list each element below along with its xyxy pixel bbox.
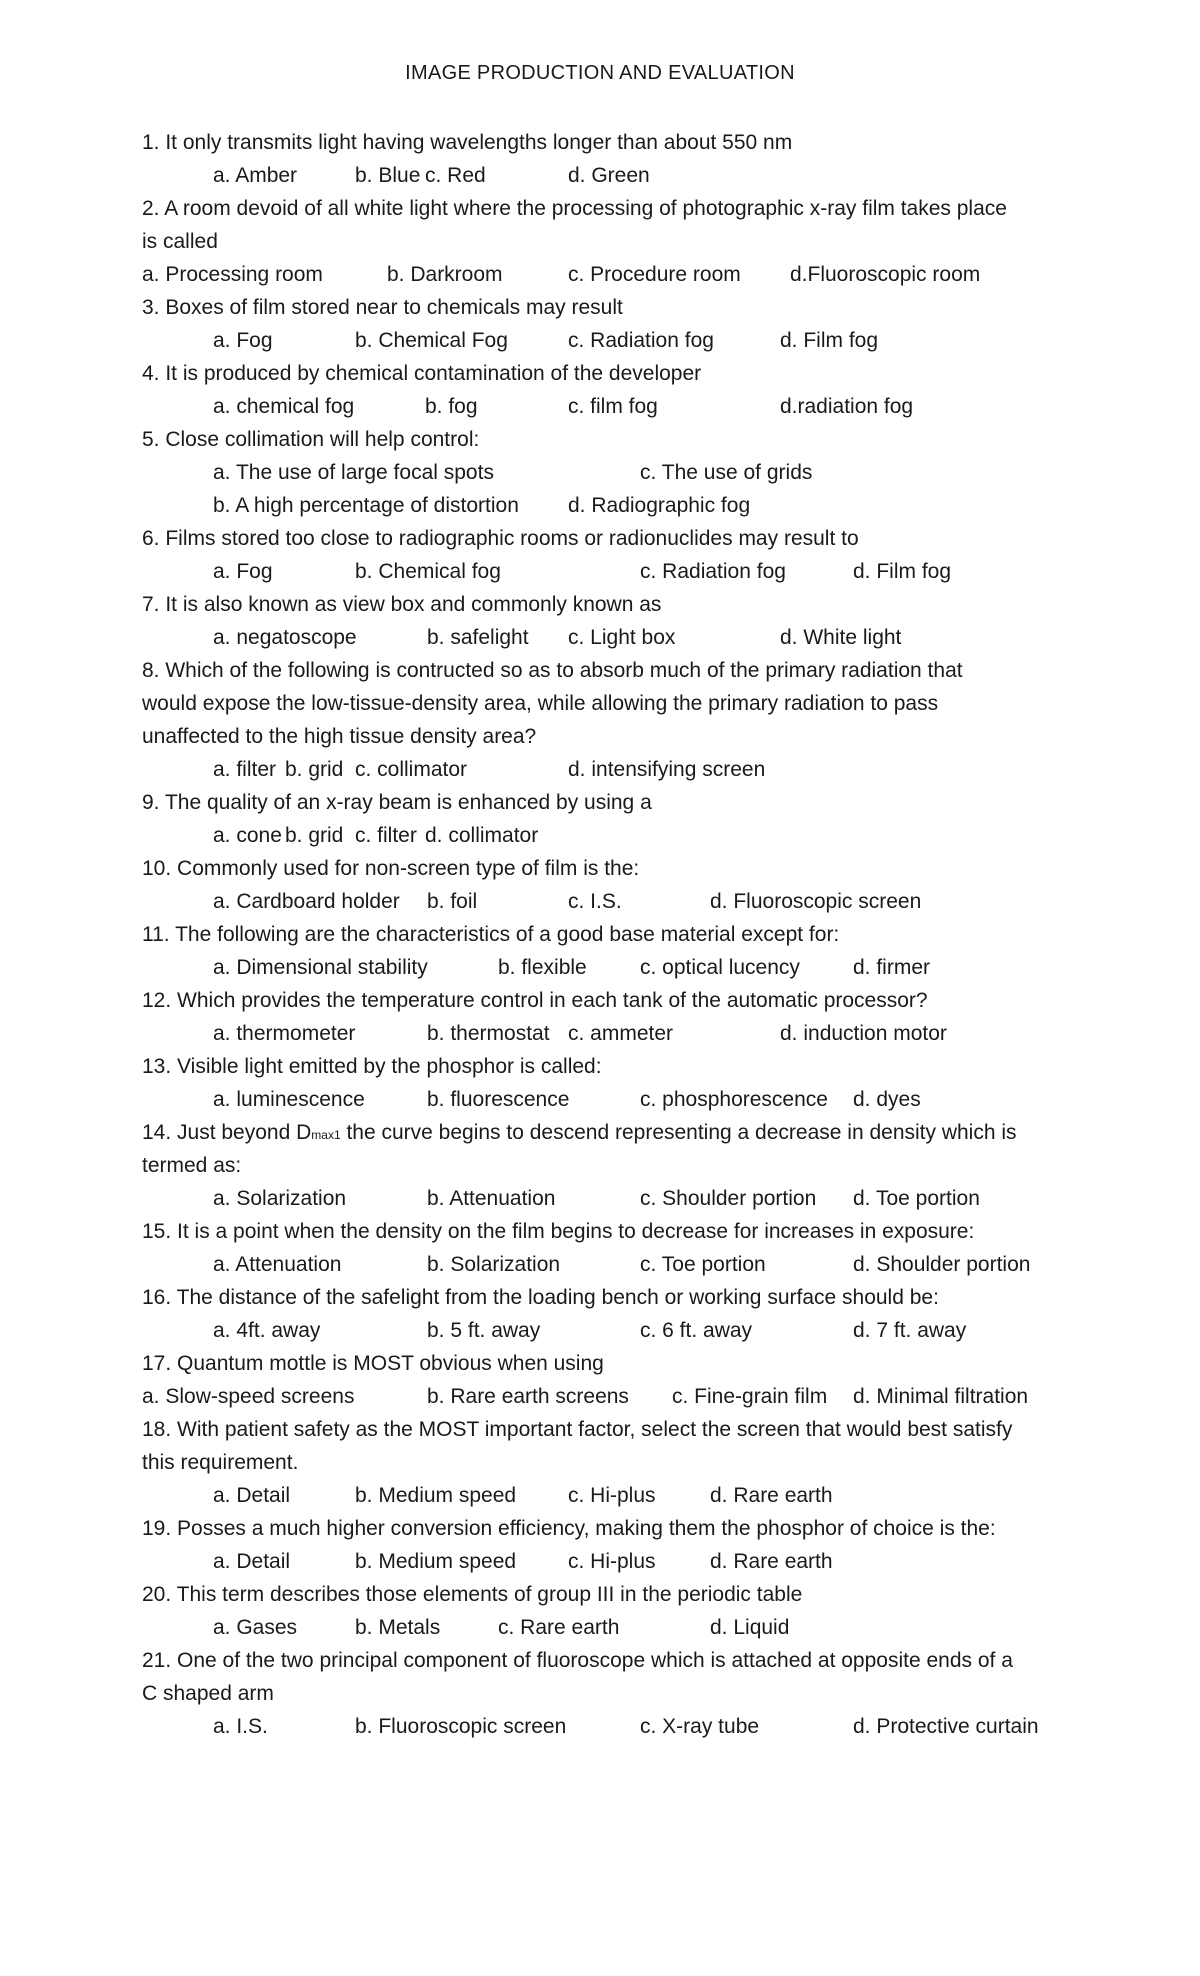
question-7: 7. It is also known as view box and commonly known as: [142, 593, 662, 616]
q2-option-d: d.Fluoroscopic room: [790, 263, 981, 286]
q4-option-c: c. film fog: [568, 395, 658, 418]
q21-option-b: b. Fluoroscopic screen: [355, 1715, 567, 1738]
q9-option-a: a. cone: [213, 824, 282, 847]
question-15: 15. It is a point when the density on the film begins to decrease for increases in exposure:: [142, 1220, 975, 1243]
q6-option-b: b. Chemical fog: [355, 560, 501, 583]
q20-option-b: b. Metals: [355, 1616, 441, 1639]
q12-option-a: a. thermometer: [213, 1022, 356, 1045]
q3-option-a: a. Fog: [213, 329, 273, 352]
q10-option-c: c. I.S.: [568, 890, 622, 913]
q14-subscript: max1: [311, 1128, 341, 1142]
q4-option-b: b. fog: [425, 395, 478, 418]
q12-option-d: d. induction motor: [780, 1022, 947, 1045]
q2-option-b: b. Darkroom: [387, 263, 503, 286]
q14-option-d: d. Toe portion: [853, 1187, 980, 1210]
q8-option-d: d. intensifying screen: [568, 758, 766, 781]
question-11: 11. The following are the characteristics of a good base material except for:: [142, 923, 840, 946]
q21-option-d: d. Protective curtain: [853, 1715, 1039, 1738]
q3-option-b: b. Chemical Fog: [355, 329, 508, 352]
q17-option-c: c. Fine-grain film: [672, 1385, 828, 1408]
q11-option-c: c. optical lucency: [640, 956, 800, 979]
q20-option-c: c. Rare earth: [498, 1616, 620, 1639]
q16-option-d: d. 7 ft. away: [853, 1319, 967, 1342]
q7-option-b: b. safelight: [427, 626, 529, 649]
q9-option-d: d. collimator: [425, 824, 539, 847]
q15-option-d: d. Shoulder portion: [853, 1253, 1031, 1276]
q20-option-d: d. Liquid: [710, 1616, 790, 1639]
q14-text-end: the curve begins to descend representing a decrease in density which is: [340, 1121, 1017, 1144]
question-2-line-2: is called: [142, 230, 218, 253]
q7-option-d: d. White light: [780, 626, 902, 649]
q6-option-d: d. Film fog: [853, 560, 952, 583]
q3-option-d: d. Film fog: [780, 329, 879, 352]
q10-option-d: d. Fluoroscopic screen: [710, 890, 922, 913]
q11-option-d: d. firmer: [853, 956, 931, 979]
q14-text-start: 14. Just beyond D: [142, 1121, 312, 1144]
question-16: 16. The distance of the safelight from the loading bench or working surface should be:: [142, 1286, 939, 1309]
question-8-line-1: 8. Which of the following is contructed so as to absorb much of the primary radiation that: [142, 659, 963, 682]
question-17: 17. Quantum mottle is MOST obvious when using: [142, 1352, 604, 1375]
q5-option-b: b. A high percentage of distortion: [213, 494, 519, 517]
question-1: 1. It only transmits light having wavelengths longer than about 550 nm: [142, 131, 793, 154]
q7-option-a: a. negatoscope: [213, 626, 357, 649]
q11-option-a: a. Dimensional stability: [213, 956, 428, 979]
q8-option-b: b. grid: [285, 758, 344, 781]
q13-option-d: d. dyes: [853, 1088, 921, 1111]
q2-option-a: a. Processing room: [142, 263, 323, 286]
question-5: 5. Close collimation will help control:: [142, 428, 480, 451]
question-21-line-1: 21. One of the two principal component of fluoroscope which is attached at opposite ends of a: [142, 1649, 1013, 1672]
q13-option-a: a. luminescence: [213, 1088, 365, 1111]
q1-option-b: b. Blue: [355, 164, 421, 187]
question-2-line-1: 2. A room devoid of all white light where the processing of photographic x-ray film takes place: [142, 197, 1007, 220]
q20-option-a: a. Gases: [213, 1616, 298, 1639]
q18-option-a: a. Detail: [213, 1484, 291, 1507]
q21-option-c: c. X-ray tube: [640, 1715, 760, 1738]
question-18-line-2: this requirement.: [142, 1451, 299, 1474]
question-13: 13. Visible light emitted by the phosphor is called:: [142, 1055, 602, 1078]
q13-option-c: c. phosphorescence: [640, 1088, 828, 1111]
q16-option-b: b. 5 ft. away: [427, 1319, 541, 1342]
q4-option-d: d.radiation fog: [780, 395, 914, 418]
q19-option-b: b. Medium speed: [355, 1550, 517, 1573]
question-8-line-3: unaffected to the high tissue density area?: [142, 725, 537, 748]
page-title: IMAGE PRODUCTION AND EVALUATION: [405, 62, 795, 84]
q17-option-b: b. Rare earth screens: [427, 1385, 629, 1408]
question-8-line-2: would expose the low-tissue-density area, while allowing the primary radiation to pass: [142, 692, 939, 715]
q15-option-c: c. Toe portion: [640, 1253, 766, 1276]
q19-option-d: d. Rare earth: [710, 1550, 833, 1573]
q18-option-d: d. Rare earth: [710, 1484, 833, 1507]
question-14-line-1: [142, 1119, 1017, 1149]
q12-option-b: b. thermostat: [427, 1022, 550, 1045]
q10-option-b: b. foil: [427, 890, 478, 913]
question-4: 4. It is produced by chemical contamination of the developer: [142, 362, 702, 385]
q3-option-c: c. Radiation fog: [568, 329, 714, 352]
q14-option-c: c. Shoulder portion: [640, 1187, 817, 1210]
q7-option-c: c. Light box: [568, 626, 676, 649]
q18-option-b: b. Medium speed: [355, 1484, 517, 1507]
q1-option-d: d. Green: [568, 164, 650, 187]
q13-option-b: b. fluorescence: [427, 1088, 570, 1111]
q15-option-b: b. Solarization: [427, 1253, 561, 1276]
q19-option-a: a. Detail: [213, 1550, 291, 1573]
question-19: 19. Posses a much higher conversion efficiency, making them the phosphor of choice is the:: [142, 1517, 996, 1540]
q8-option-a: a. filter: [213, 758, 277, 781]
q2-option-c: c. Procedure room: [568, 263, 741, 286]
q5-option-a: a. The use of large focal spots: [213, 461, 494, 484]
q6-option-a: a. Fog: [213, 560, 273, 583]
question-12: 12. Which provides the temperature control in each tank of the automatic processor?: [142, 989, 928, 1012]
q5-option-c: c. The use of grids: [640, 461, 813, 484]
q10-option-a: a. Cardboard holder: [213, 890, 400, 913]
q17-option-a: a. Slow-speed screens: [142, 1385, 355, 1408]
q6-option-c: c. Radiation fog: [640, 560, 786, 583]
question-10: 10. Commonly used for non-screen type of film is the:: [142, 857, 640, 880]
q14-option-a: a. Solarization: [213, 1187, 347, 1210]
question-20: 20. This term describes those elements of group III in the periodic table: [142, 1583, 803, 1606]
q19-option-c: c. Hi-plus: [568, 1550, 656, 1573]
q11-option-b: b. flexible: [498, 956, 587, 979]
q1-option-c: c. Red: [425, 164, 486, 187]
q1-option-a: a. Amber: [213, 164, 298, 187]
q18-option-c: c. Hi-plus: [568, 1484, 656, 1507]
question-9: 9. The quality of an x-ray beam is enhanced by using a: [142, 791, 652, 814]
q14-option-b: b. Attenuation: [427, 1187, 556, 1210]
q5-option-d: d. Radiographic fog: [568, 494, 751, 517]
q21-option-a: a. I.S.: [213, 1715, 268, 1738]
q17-option-d: d. Minimal filtration: [853, 1385, 1029, 1408]
q15-option-a: a. Attenuation: [213, 1253, 342, 1276]
question-18-line-1: 18. With patient safety as the MOST important factor, select the screen that would best satisfy: [142, 1418, 1013, 1441]
question-14-line-2: termed as:: [142, 1154, 242, 1177]
question-6: 6. Films stored too close to radiographic rooms or radionuclides may result to: [142, 527, 859, 550]
q4-option-a: a. chemical fog: [213, 395, 355, 418]
q16-option-c: c. 6 ft. away: [640, 1319, 753, 1342]
q9-option-b: b. grid: [285, 824, 344, 847]
q8-option-c: c. collimator: [355, 758, 468, 781]
q9-option-c: c. filter: [355, 824, 417, 847]
question-3: 3. Boxes of film stored near to chemicals may result: [142, 296, 623, 319]
question-21-line-2: C shaped arm: [142, 1682, 274, 1705]
q16-option-a: a. 4ft. away: [213, 1319, 321, 1342]
q12-option-c: c. ammeter: [568, 1022, 674, 1045]
